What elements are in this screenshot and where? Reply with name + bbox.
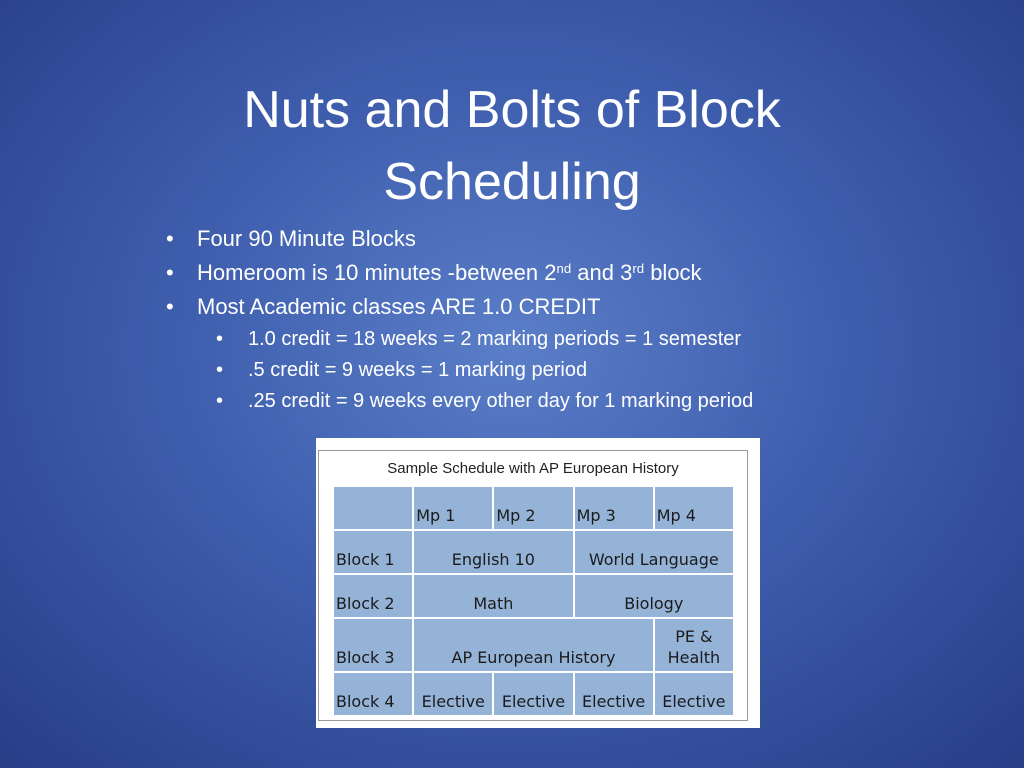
sub-bullet-item (160, 324, 920, 355)
schedule-table (332, 485, 735, 717)
table-header-row (334, 487, 733, 529)
table-cell (655, 619, 733, 671)
bullet-list (160, 222, 920, 417)
row-label: Block 1 (334, 531, 412, 573)
row-label: Block 3 (334, 619, 412, 671)
bullet-icon: • (166, 260, 174, 285)
header-cell: Mp 1 (414, 487, 492, 529)
bullet-text-part: and 3 (571, 260, 633, 285)
row-label: Block 4 (334, 673, 412, 715)
schedule-caption: Sample Schedule with AP European History (387, 460, 679, 477)
header-cell: Mp 2 (494, 487, 572, 529)
bullet-icon: • (216, 390, 224, 412)
bullet-text-part: block (644, 260, 702, 285)
superscript: rd (632, 261, 645, 277)
bullet-text: Most Academic classes ARE 1.0 CREDIT (197, 294, 601, 319)
table-cell: Elective (414, 673, 492, 715)
table-cell: Elective (494, 673, 572, 715)
table-row (334, 575, 733, 617)
table-cell: Elective (655, 673, 733, 715)
sub-bullet-text: .25 credit = 9 weeks every other day for 1 marking period (248, 390, 754, 412)
table-row (334, 673, 733, 715)
table-cell: Elective (575, 673, 653, 715)
table-row (334, 531, 733, 573)
bullet-text: Four 90 Minute Blocks (197, 226, 416, 251)
table-cell: English 10 (414, 531, 572, 573)
header-cell: Mp 3 (575, 487, 653, 529)
table-row (334, 619, 733, 671)
bullet-icon: • (216, 359, 224, 381)
bullet-item (160, 256, 920, 290)
bullet-text-part: Homeroom is 10 minutes -between 2 (197, 260, 557, 285)
cell-line: Health (667, 648, 721, 667)
slide-title: Nuts and Bolts of Block Scheduling (243, 81, 781, 211)
bullet-text (197, 260, 702, 285)
table-cell: AP European History (414, 619, 653, 671)
superscript: nd (556, 261, 572, 277)
header-cell-empty (334, 487, 412, 529)
table-cell: World Language (575, 531, 733, 573)
bullet-item (160, 290, 920, 324)
sub-bullet-text: .5 credit = 9 weeks = 1 marking period (248, 359, 588, 381)
bullet-icon: • (166, 226, 174, 251)
table-cell: Math (414, 575, 572, 617)
bullet-icon: • (166, 294, 174, 319)
sub-bullet-text: 1.0 credit = 18 weeks = 2 marking periods = 1 semester (248, 328, 742, 350)
sub-bullet-item (160, 355, 920, 386)
schedule-image (316, 438, 760, 728)
sub-bullet-item (160, 386, 920, 417)
header-cell: Mp 4 (655, 487, 733, 529)
bullet-icon: • (216, 328, 224, 350)
table-cell: Biology (575, 575, 733, 617)
cell-line: PE & (675, 627, 713, 646)
bullet-item (160, 222, 920, 256)
row-label: Block 2 (334, 575, 412, 617)
